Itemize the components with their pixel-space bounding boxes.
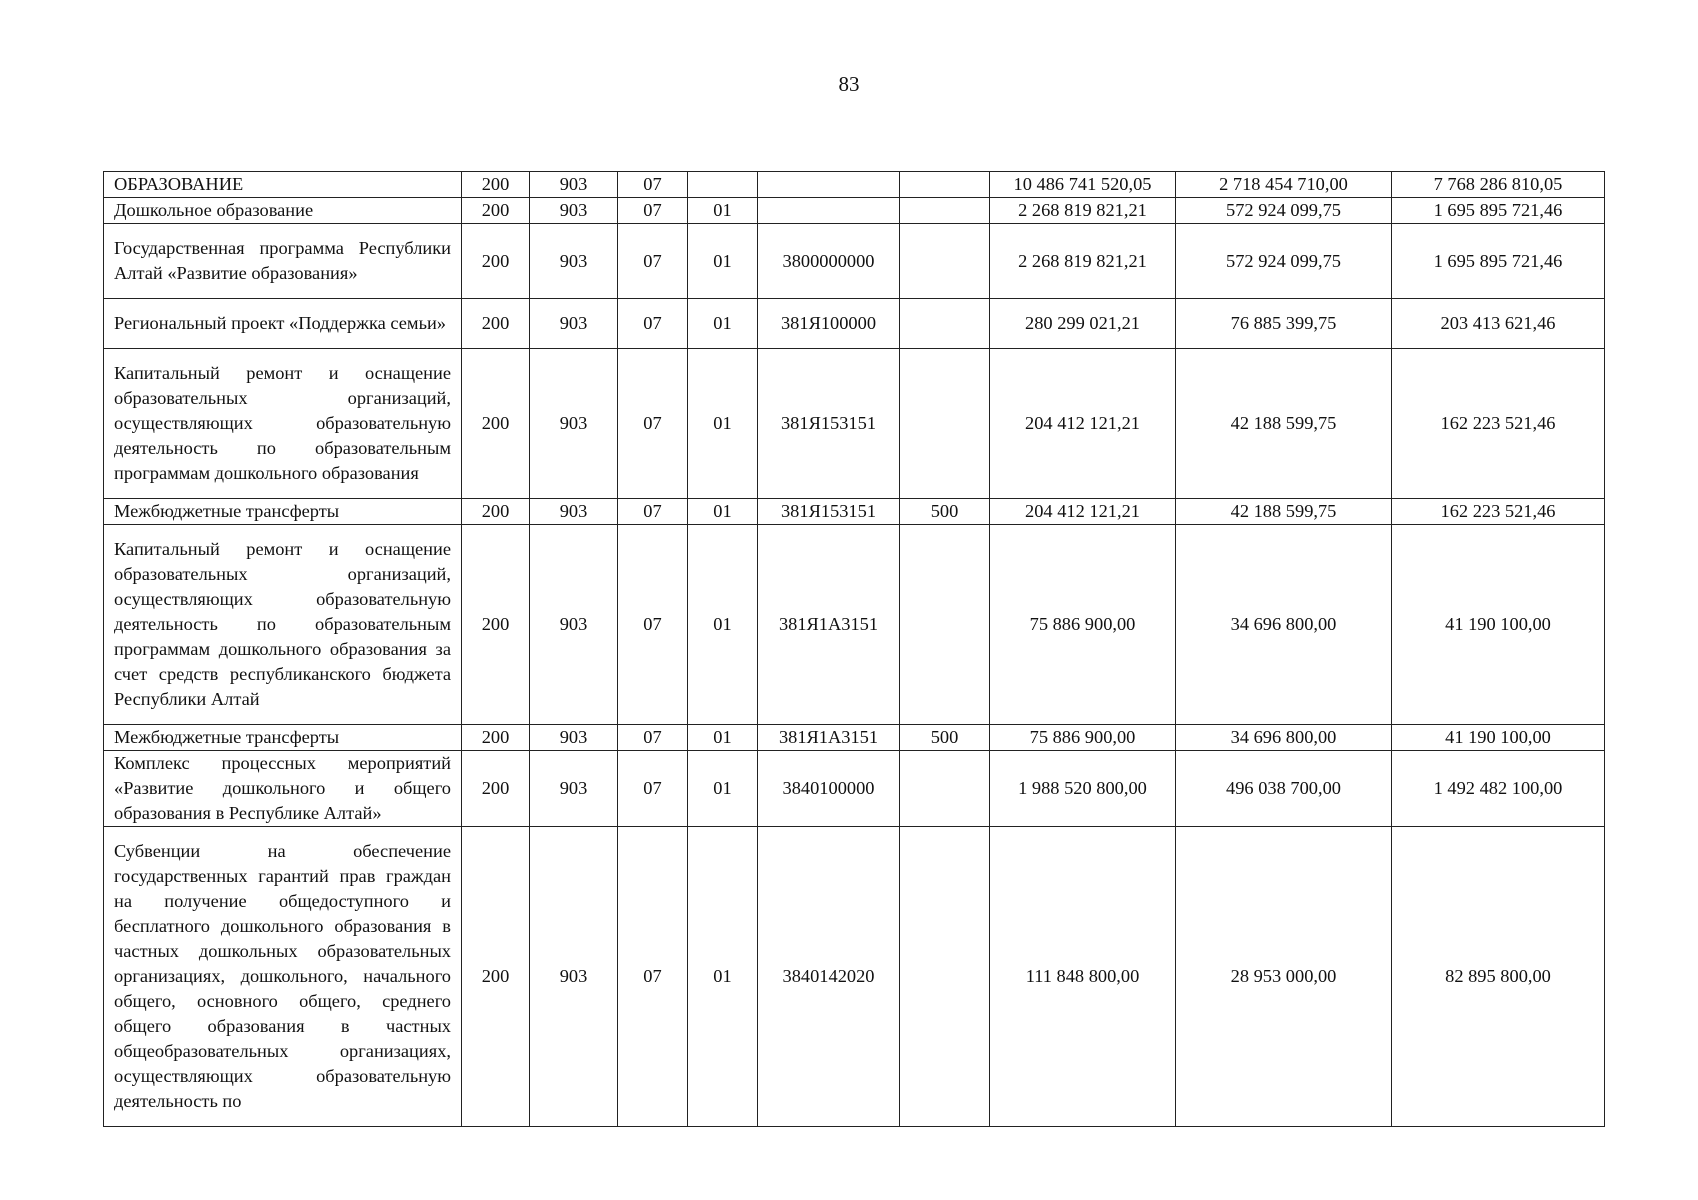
amount-cell: 75 886 900,00 [990,525,1176,725]
amount-cell: 162 223 521,46 [1392,499,1605,525]
row-name: Межбюджетные трансферты [104,725,462,751]
code-cell: 381Я153151 [758,499,900,525]
code-cell: 01 [688,499,758,525]
row-name: Капитальный ремонт и оснащение образовательных организаций, осуществляющих образовательную деятельность по образовательным программам дошкольного образования [104,349,462,499]
code-cell: 01 [688,751,758,827]
code-cell: 3800000000 [758,224,900,299]
code-cell [900,198,990,224]
amount-cell: 280 299 021,21 [990,299,1176,349]
code-cell: 200 [462,172,530,198]
code-cell: 07 [618,751,688,827]
code-cell: 903 [530,725,618,751]
amount-cell: 204 412 121,21 [990,499,1176,525]
table-row [104,224,1605,299]
code-cell: 01 [688,299,758,349]
code-cell: 381Я100000 [758,299,900,349]
code-cell: 01 [688,198,758,224]
code-cell: 01 [688,349,758,499]
code-cell [900,349,990,499]
code-cell: 07 [618,827,688,1127]
amount-cell: 1 492 482 100,00 [1392,751,1605,827]
code-cell: 381Я153151 [758,349,900,499]
amount-cell: 28 953 000,00 [1176,827,1392,1127]
code-cell: 903 [530,499,618,525]
code-cell: 903 [530,299,618,349]
code-cell: 07 [618,725,688,751]
code-cell [900,827,990,1127]
amount-cell: 75 886 900,00 [990,725,1176,751]
amount-cell: 42 188 599,75 [1176,349,1392,499]
code-cell [758,172,900,198]
code-cell [900,299,990,349]
code-cell: 07 [618,349,688,499]
amount-cell: 111 848 800,00 [990,827,1176,1127]
table-row [104,725,1605,751]
amount-cell: 1 695 895 721,46 [1392,224,1605,299]
code-cell: 01 [688,827,758,1127]
code-cell: 200 [462,751,530,827]
code-cell: 07 [618,224,688,299]
row-name: Региональный проект «Поддержка семьи» [104,299,462,349]
row-name: Капитальный ремонт и оснащение образовательных организаций, осуществляющих образовательную деятельность по образовательным программам дошкольного образования за счет средств республиканского бюджета Республики Алтай [104,525,462,725]
budget-table [103,171,1605,1127]
row-name: Комплекс процессных мероприятий «Развитие дошкольного и общего образования в Республике Алтай» [104,751,462,827]
amount-cell: 204 412 121,21 [990,349,1176,499]
row-name: Субвенции на обеспечение государственных гарантий прав граждан на получение общедоступного и бесплатного дошкольного образования в частных дошкольных образовательных организациях, дошкольного, начального общего, основного общего, среднего общего образования в частных общеобразовательных организациях, осуществляющих образовательную деятельность по [104,827,462,1127]
code-cell [900,751,990,827]
amount-cell: 42 188 599,75 [1176,499,1392,525]
code-cell [900,525,990,725]
amount-cell: 496 038 700,00 [1176,751,1392,827]
code-cell: 903 [530,349,618,499]
code-cell: 01 [688,725,758,751]
code-cell: 200 [462,224,530,299]
code-cell: 07 [618,198,688,224]
code-cell: 903 [530,827,618,1127]
amount-cell: 82 895 800,00 [1392,827,1605,1127]
code-cell: 903 [530,198,618,224]
page-number: 83 [838,72,860,96]
code-cell: 01 [688,525,758,725]
amount-cell: 162 223 521,46 [1392,349,1605,499]
code-cell: 07 [618,299,688,349]
amount-cell: 7 768 286 810,05 [1392,172,1605,198]
code-cell: 500 [900,725,990,751]
code-cell: 07 [618,172,688,198]
amount-cell: 203 413 621,46 [1392,299,1605,349]
table-row [104,299,1605,349]
code-cell [688,172,758,198]
code-cell: 07 [618,525,688,725]
amount-cell: 572 924 099,75 [1176,198,1392,224]
code-cell: 07 [618,499,688,525]
code-cell: 500 [900,499,990,525]
amount-cell: 34 696 800,00 [1176,525,1392,725]
code-cell: 200 [462,299,530,349]
code-cell: 200 [462,198,530,224]
code-cell [758,198,900,224]
amount-cell: 1 695 895 721,46 [1392,198,1605,224]
amount-cell: 34 696 800,00 [1176,725,1392,751]
code-cell: 903 [530,525,618,725]
code-cell: 200 [462,725,530,751]
amount-cell: 41 190 100,00 [1392,525,1605,725]
code-cell: 381Я1А3151 [758,525,900,725]
amount-cell: 2 718 454 710,00 [1176,172,1392,198]
table-row [104,827,1605,1127]
table-row [104,172,1605,198]
row-name: Государственная программа Республики Алтай «Развитие образования» [104,224,462,299]
table-row [104,499,1605,525]
code-cell: 903 [530,172,618,198]
code-cell: 200 [462,499,530,525]
amount-cell: 41 190 100,00 [1392,725,1605,751]
table-row [104,198,1605,224]
code-cell: 903 [530,751,618,827]
amount-cell: 2 268 819 821,21 [990,198,1176,224]
amount-cell: 76 885 399,75 [1176,299,1392,349]
code-cell: 3840142020 [758,827,900,1127]
code-cell: 381Я1А3151 [758,725,900,751]
code-cell [900,172,990,198]
code-cell: 200 [462,827,530,1127]
code-cell: 903 [530,224,618,299]
amount-cell: 1 988 520 800,00 [990,751,1176,827]
code-cell: 01 [688,224,758,299]
amount-cell: 2 268 819 821,21 [990,224,1176,299]
amount-cell: 10 486 741 520,05 [990,172,1176,198]
amount-cell: 572 924 099,75 [1176,224,1392,299]
code-cell [900,224,990,299]
row-name: ОБРАЗОВАНИЕ [104,172,462,198]
table-row [104,751,1605,827]
code-cell: 3840100000 [758,751,900,827]
table-row [104,525,1605,725]
row-name: Дошкольное образование [104,198,462,224]
table-row [104,349,1605,499]
row-name: Межбюджетные трансферты [104,499,462,525]
code-cell: 200 [462,349,530,499]
code-cell: 200 [462,525,530,725]
